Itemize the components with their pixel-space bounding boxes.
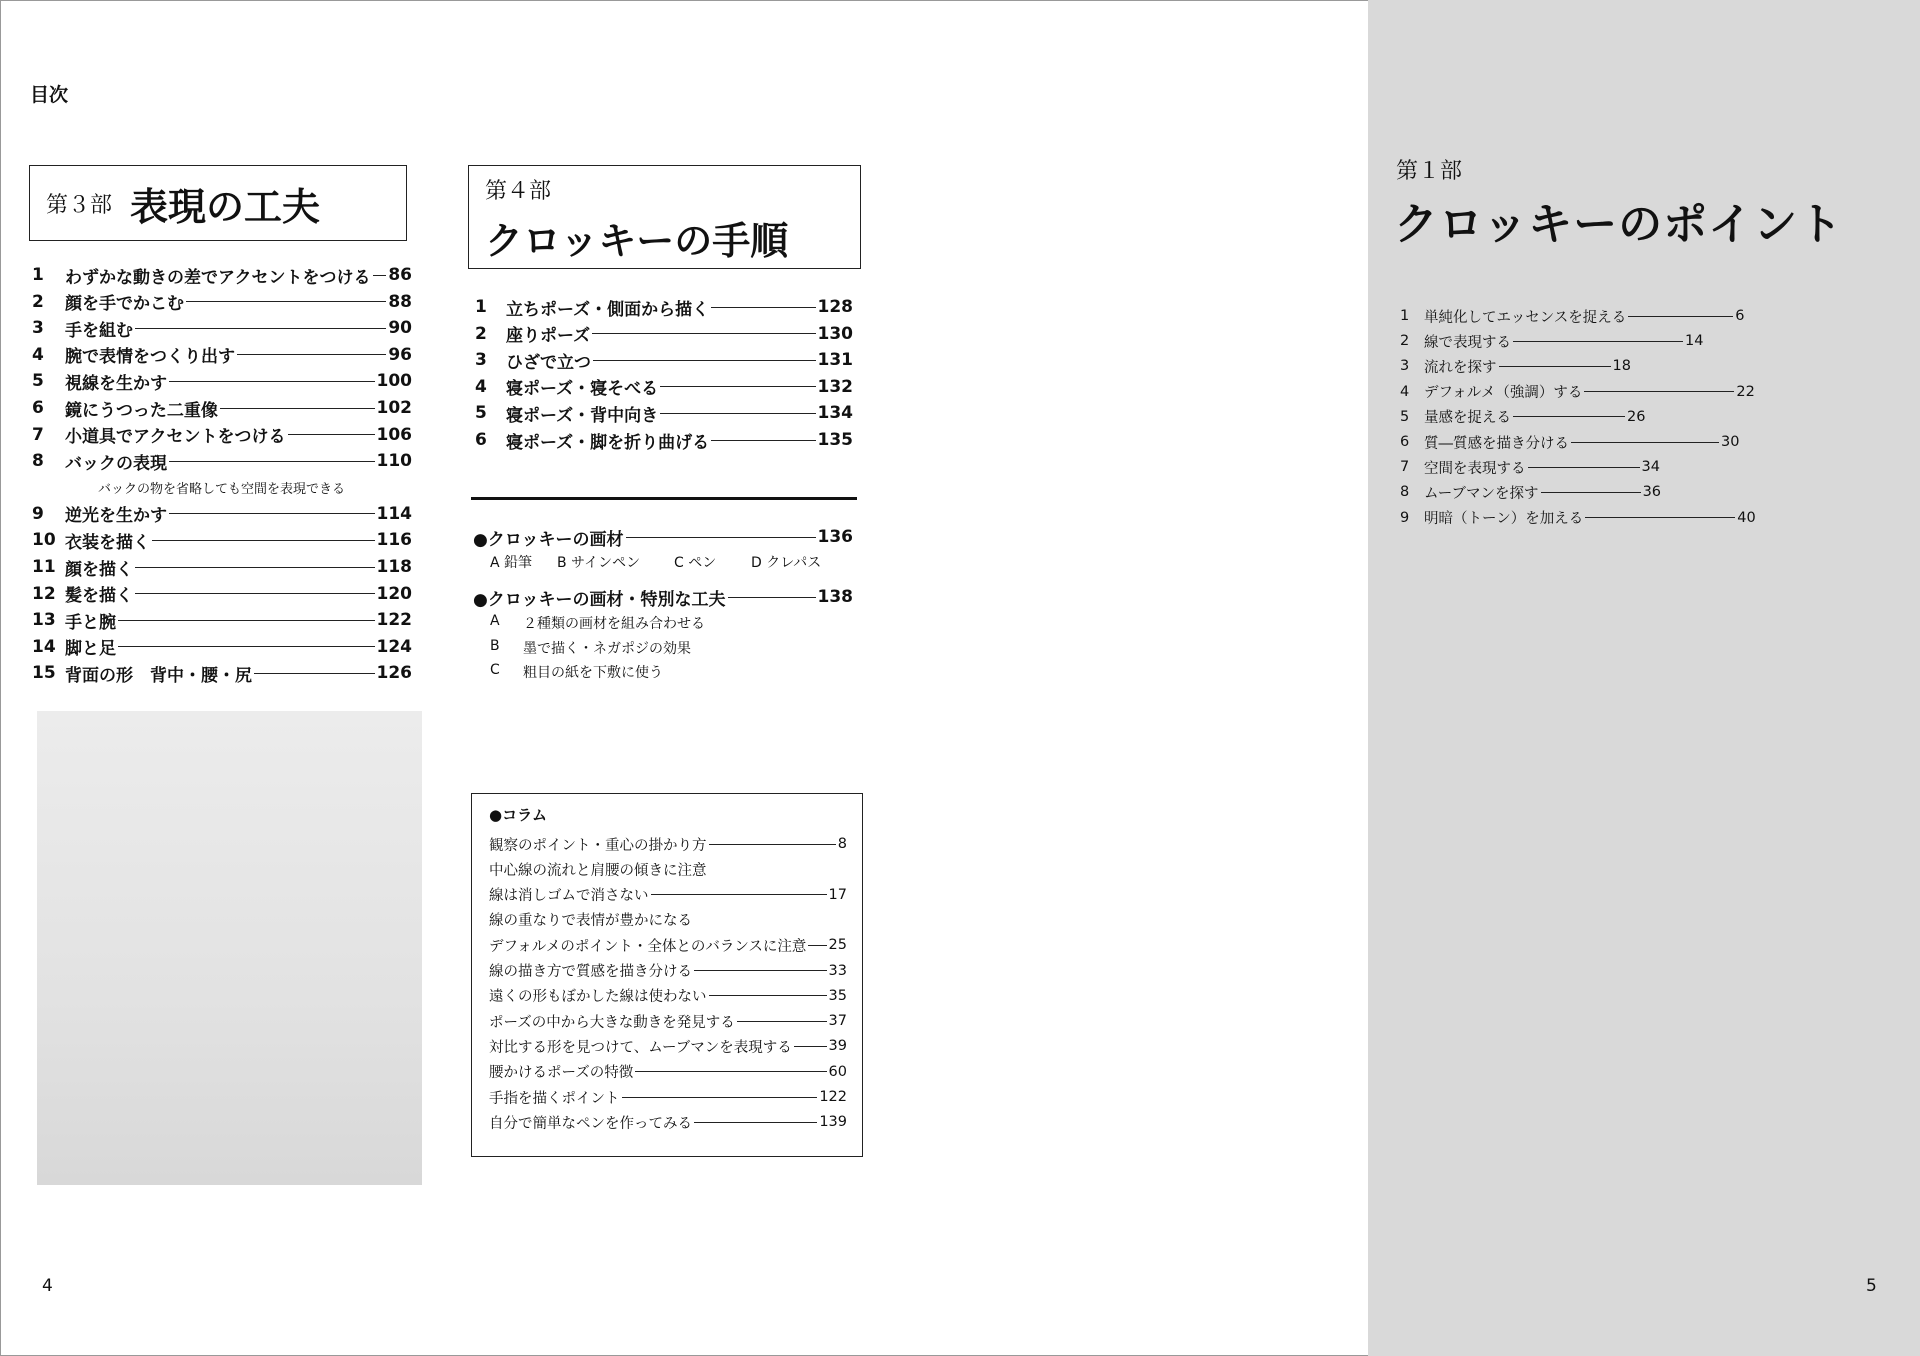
toc-entry[interactable] bbox=[475, 427, 853, 453]
entry-title: デフォルメのポイント・全体とのバランスに注意 bbox=[489, 938, 807, 955]
entry-number: 9 bbox=[1400, 509, 1410, 526]
toc-entry[interactable] bbox=[1400, 329, 1703, 353]
entry-page: 131 bbox=[817, 350, 853, 371]
leader-line bbox=[709, 995, 827, 996]
entry-number: 7 bbox=[1400, 459, 1410, 476]
entry-number: 4 bbox=[1400, 383, 1410, 400]
entry-title: 衣装を描く bbox=[65, 532, 150, 553]
entry-number: 5 bbox=[1400, 408, 1410, 425]
toc-entry[interactable] bbox=[489, 959, 847, 983]
material-sub-a: A 鉛筆 bbox=[490, 555, 533, 571]
toc-entry[interactable] bbox=[489, 933, 847, 957]
leader-line bbox=[169, 461, 375, 462]
entry-page: 26 bbox=[1627, 408, 1646, 425]
entry-title: 質―質感を描き分ける bbox=[1424, 435, 1569, 452]
leader-line bbox=[660, 413, 815, 414]
entry-title: 単純化してエッセンスを捉える bbox=[1424, 309, 1627, 326]
page-number-left: 4 bbox=[42, 1276, 53, 1296]
toc-entry[interactable] bbox=[489, 908, 847, 932]
part3-header bbox=[29, 165, 407, 241]
entry-title: 空間を表現する bbox=[1424, 460, 1526, 477]
entry-title: 手指を描くポイント bbox=[489, 1090, 620, 1107]
entry-title: 腕で表情をつくり出す bbox=[65, 347, 235, 368]
entry-title: 逆光を生かす bbox=[65, 506, 167, 527]
entry-title: 視線を生かす bbox=[65, 373, 167, 394]
leader-line bbox=[1571, 442, 1719, 443]
toc-entry[interactable] bbox=[32, 342, 412, 368]
entry-title: デフォルメ（強調）する bbox=[1424, 385, 1583, 402]
special-sub-text: ２種類の画材を組み合わせる bbox=[523, 616, 705, 632]
entry-title: ムーブマンを探す bbox=[1424, 485, 1539, 502]
special-sub-letter: A bbox=[490, 613, 500, 629]
toc-entry[interactable] bbox=[32, 368, 412, 394]
part4-header bbox=[468, 165, 861, 269]
entry-page: 135 bbox=[817, 430, 853, 450]
entry-title: 寝ポーズ・背中向き bbox=[506, 405, 659, 426]
entry-page: 8 bbox=[837, 836, 847, 852]
leader-line bbox=[1628, 316, 1733, 317]
toc-entry[interactable] bbox=[489, 1009, 847, 1033]
entry-page: 139 bbox=[819, 1114, 847, 1131]
toc-entry[interactable] bbox=[489, 1085, 847, 1109]
entry-page: 96 bbox=[388, 344, 412, 365]
leader-line bbox=[694, 1122, 817, 1123]
entry-page: 124 bbox=[376, 636, 412, 657]
entry-page: 36 bbox=[1642, 484, 1662, 501]
toc-entry[interactable] bbox=[489, 857, 847, 881]
entry-page: 102 bbox=[376, 398, 412, 418]
toc-entry[interactable] bbox=[32, 607, 412, 633]
toc-entry[interactable] bbox=[32, 527, 412, 553]
leader-line bbox=[660, 386, 815, 387]
leader-line bbox=[592, 333, 815, 334]
entry-number: 6 bbox=[1400, 434, 1410, 450]
special-sub-letter: C bbox=[490, 662, 500, 678]
toc-entry[interactable] bbox=[32, 422, 412, 448]
leader-line bbox=[135, 328, 386, 329]
toc-entry[interactable] bbox=[32, 395, 412, 421]
entry-number: 10 bbox=[32, 530, 56, 551]
special-sub-letter: B bbox=[490, 637, 500, 654]
entry-title: 量感を捉える bbox=[1424, 410, 1511, 427]
entry-title: 遠くの形もぼかした線は使わない bbox=[489, 989, 707, 1006]
entry-title: 観察のポイント・重心の掛かり方 bbox=[489, 837, 707, 854]
toc-entry[interactable] bbox=[475, 347, 853, 373]
toc-entry[interactable] bbox=[1400, 380, 1755, 404]
entry-title: 線の描き方で質感を描き分ける bbox=[489, 964, 692, 980]
entry-number: 3 bbox=[1400, 358, 1410, 375]
part3-label: 第３部 bbox=[46, 192, 113, 218]
toc-entry[interactable] bbox=[32, 501, 412, 527]
entry-title: 手を組む bbox=[65, 320, 133, 341]
part4-label: 第４部 bbox=[485, 179, 552, 204]
entry-page: 116 bbox=[376, 530, 412, 551]
toc-entry[interactable] bbox=[475, 294, 853, 320]
special-title: ●クロッキーの画材・特別な工夫 bbox=[473, 589, 726, 610]
special-page: 138 bbox=[817, 587, 853, 607]
toc-entry[interactable] bbox=[32, 315, 412, 341]
leader-line bbox=[622, 1097, 818, 1098]
leader-line bbox=[694, 970, 827, 971]
entry-title: 線で表現する bbox=[1424, 334, 1511, 351]
leader-line bbox=[1585, 517, 1735, 518]
toc-entry[interactable] bbox=[1400, 506, 1756, 530]
materials-entry[interactable] bbox=[473, 524, 853, 550]
toc-entry[interactable] bbox=[489, 1060, 847, 1084]
entry-page: 128 bbox=[817, 297, 853, 317]
entry-number: 7 bbox=[32, 424, 44, 445]
leader-line bbox=[711, 440, 815, 441]
entry-page: 37 bbox=[828, 1013, 847, 1030]
entry-title: 鏡にうつった二重像 bbox=[65, 400, 218, 421]
entry-title: 立ちポーズ・側面から描く bbox=[506, 299, 710, 320]
entry-title: 明暗（トーン）を加える bbox=[1424, 511, 1584, 528]
special-sub-text: 粗目の紙を下敷に使う bbox=[523, 665, 663, 681]
toc-entry[interactable] bbox=[1400, 354, 1631, 378]
toc-entry[interactable] bbox=[489, 1110, 847, 1134]
entry-number: 2 bbox=[1400, 333, 1410, 350]
entry-page: 130 bbox=[817, 323, 853, 344]
part1-label: 第１部 bbox=[1396, 159, 1463, 184]
entry-title: 脚と足 bbox=[65, 639, 116, 660]
leader-line bbox=[254, 673, 375, 674]
leader-line bbox=[711, 307, 815, 308]
entry-number: 6 bbox=[32, 398, 44, 418]
entry-page: 60 bbox=[828, 1063, 847, 1080]
entry-number: 15 bbox=[32, 663, 56, 684]
entry-page: 6 bbox=[1735, 308, 1745, 324]
part3-title: 表現の工夫 bbox=[130, 183, 321, 229]
entry-page: 39 bbox=[828, 1038, 847, 1055]
leader-line bbox=[1513, 416, 1625, 417]
toc-entry[interactable] bbox=[1400, 405, 1645, 429]
materials-title: ●クロッキーの画材 bbox=[473, 529, 624, 550]
entry-number: 4 bbox=[475, 376, 487, 397]
part4-title: クロッキーの手順 bbox=[485, 218, 789, 263]
toc-entry[interactable] bbox=[32, 554, 412, 580]
entry-number: 12 bbox=[32, 583, 56, 604]
entry-page: 17 bbox=[828, 886, 847, 903]
entry-title: 背面の形 背中・腰・尻 bbox=[65, 665, 252, 686]
leader-line bbox=[737, 1021, 827, 1022]
model-photo bbox=[37, 711, 422, 1185]
entry-number: 14 bbox=[32, 636, 56, 657]
entry-number: 5 bbox=[475, 403, 487, 424]
toc-entry[interactable] bbox=[1400, 430, 1739, 454]
entry-number: 1 bbox=[1400, 308, 1410, 324]
entry-number: 4 bbox=[32, 344, 44, 365]
entry-number: 13 bbox=[32, 610, 56, 631]
toc-entry[interactable] bbox=[1400, 455, 1660, 479]
toc-entry[interactable] bbox=[489, 883, 847, 907]
entry-title: 寝ポーズ・寝そべる bbox=[506, 379, 659, 400]
entry-title: 中心線の流れと肩腰の傾きに注意 bbox=[489, 862, 707, 879]
entry-number: 5 bbox=[32, 371, 44, 392]
entry-number: 9 bbox=[32, 503, 44, 524]
leader-line bbox=[135, 593, 375, 594]
section-divider bbox=[471, 497, 857, 500]
toc-entry[interactable] bbox=[475, 400, 853, 426]
entry-page: 18 bbox=[1612, 358, 1631, 375]
toc-entry[interactable] bbox=[32, 581, 412, 607]
toc-entry[interactable] bbox=[475, 374, 853, 400]
toc-entry[interactable] bbox=[32, 634, 412, 660]
entry-title: 顔を手でかこむ bbox=[65, 294, 184, 315]
entry-page: 40 bbox=[1737, 509, 1756, 526]
material-sub-c: C ペン bbox=[674, 555, 717, 571]
part3-item8-note: バックの物を省略しても空間を表現できる bbox=[98, 482, 346, 497]
leader-line bbox=[1528, 467, 1640, 468]
leader-line bbox=[220, 408, 375, 409]
toc-heading: 目次 bbox=[30, 84, 69, 106]
entry-page: 114 bbox=[376, 503, 412, 524]
leader-line bbox=[635, 1071, 826, 1072]
leader-line bbox=[626, 537, 816, 538]
entry-title: 座りポーズ bbox=[506, 326, 591, 347]
leader-line bbox=[593, 360, 816, 361]
leader-line bbox=[1499, 366, 1611, 367]
leader-line bbox=[794, 1046, 827, 1047]
entry-title: 顔を描く bbox=[65, 559, 133, 580]
entry-page: 122 bbox=[819, 1089, 847, 1105]
entry-page: 100 bbox=[376, 371, 412, 392]
toc-entry[interactable] bbox=[1400, 480, 1661, 504]
entry-title: 寝ポーズ・脚を折り曲げる bbox=[506, 432, 710, 453]
entry-page: 88 bbox=[388, 291, 412, 312]
entry-page: 33 bbox=[828, 962, 847, 979]
entry-page: 106 bbox=[376, 424, 412, 445]
leader-line bbox=[1513, 341, 1683, 342]
toc-entry[interactable] bbox=[32, 289, 412, 315]
entry-page: 110 bbox=[376, 451, 412, 472]
leader-line bbox=[288, 434, 375, 435]
leader-line bbox=[1541, 492, 1641, 493]
entry-title: バックの表現 bbox=[65, 453, 167, 474]
leader-line bbox=[118, 646, 375, 647]
entry-title: 小道具でアクセントをつける bbox=[65, 427, 286, 448]
entry-title: 自分で簡単なペンを作ってみる bbox=[489, 1115, 692, 1132]
entry-page: 90 bbox=[388, 318, 412, 339]
entry-page: 14 bbox=[1685, 333, 1704, 350]
entry-page: 122 bbox=[376, 610, 412, 631]
entry-page: 126 bbox=[376, 663, 412, 684]
entry-number: 11 bbox=[32, 557, 56, 577]
toc-entry[interactable] bbox=[1400, 304, 1745, 328]
entry-number: 6 bbox=[475, 430, 487, 450]
leader-line bbox=[1584, 391, 1734, 392]
leader-line bbox=[135, 567, 375, 568]
part1-title: クロッキーのポイント bbox=[1394, 199, 1844, 250]
toc-entry[interactable] bbox=[32, 448, 412, 474]
entry-number: 8 bbox=[1400, 484, 1410, 501]
toc-entry[interactable] bbox=[32, 660, 412, 686]
entry-number: 2 bbox=[475, 323, 487, 344]
entry-number: 8 bbox=[32, 451, 44, 472]
entry-title: わずかな動きの差でアクセントをつける bbox=[65, 267, 371, 288]
toc-entry[interactable] bbox=[32, 262, 412, 288]
material-sub-d: D クレパス bbox=[751, 555, 822, 571]
toc-entry[interactable] bbox=[489, 1034, 847, 1058]
entry-page: 120 bbox=[376, 583, 412, 604]
entry-page: 30 bbox=[1721, 434, 1740, 450]
leader-line bbox=[728, 597, 816, 598]
entry-number: 2 bbox=[32, 291, 44, 312]
leader-line bbox=[237, 354, 386, 355]
entry-title: 線は消しゴムで消さない bbox=[489, 888, 649, 905]
special-entry[interactable] bbox=[473, 584, 853, 610]
leader-line bbox=[709, 844, 836, 845]
entry-title: 対比する形を見つけて、ムーブマンを表現する bbox=[489, 1039, 792, 1056]
leader-line bbox=[169, 513, 375, 514]
entry-title: 腰かけるポーズの特徴 bbox=[489, 1065, 634, 1082]
entry-title: 線の重なりで表情が豊かになる bbox=[489, 913, 692, 930]
toc-entry[interactable] bbox=[489, 984, 847, 1008]
entry-page: 25 bbox=[828, 937, 847, 954]
leader-line bbox=[118, 620, 375, 621]
entry-title: 流れを探す bbox=[1424, 359, 1497, 376]
entry-number: 3 bbox=[475, 350, 487, 371]
column-title: ●コラム bbox=[489, 806, 547, 824]
entry-number: 3 bbox=[32, 318, 44, 339]
entry-number: 1 bbox=[32, 265, 44, 285]
toc-entry[interactable] bbox=[475, 321, 853, 347]
entry-page: 118 bbox=[376, 557, 412, 577]
entry-page: 34 bbox=[1641, 459, 1660, 476]
entry-page: 35 bbox=[828, 987, 847, 1004]
leader-line bbox=[651, 894, 827, 895]
leader-line bbox=[373, 275, 387, 276]
material-sub-b: B サインペン bbox=[557, 555, 641, 571]
leader-line bbox=[186, 301, 386, 302]
entry-page: 86 bbox=[388, 265, 412, 285]
entry-title: 手と腕 bbox=[65, 612, 116, 633]
entry-page: 132 bbox=[817, 376, 853, 397]
entry-title: 髪を描く bbox=[65, 586, 133, 607]
entry-page: 134 bbox=[817, 403, 853, 424]
entry-number: 1 bbox=[475, 297, 487, 317]
entry-page: 22 bbox=[1736, 383, 1755, 400]
special-sub-text: 墨で描く・ネガポジの効果 bbox=[523, 640, 691, 657]
entry-title: ひざで立つ bbox=[506, 352, 591, 373]
materials-page: 136 bbox=[817, 527, 853, 547]
page-number-right: 5 bbox=[1866, 1276, 1877, 1296]
toc-entry[interactable] bbox=[489, 832, 847, 856]
leader-line bbox=[169, 381, 375, 382]
leader-line bbox=[808, 945, 826, 946]
leader-line bbox=[152, 540, 375, 541]
entry-title: ポーズの中から大きな動きを発見する bbox=[489, 1014, 735, 1031]
